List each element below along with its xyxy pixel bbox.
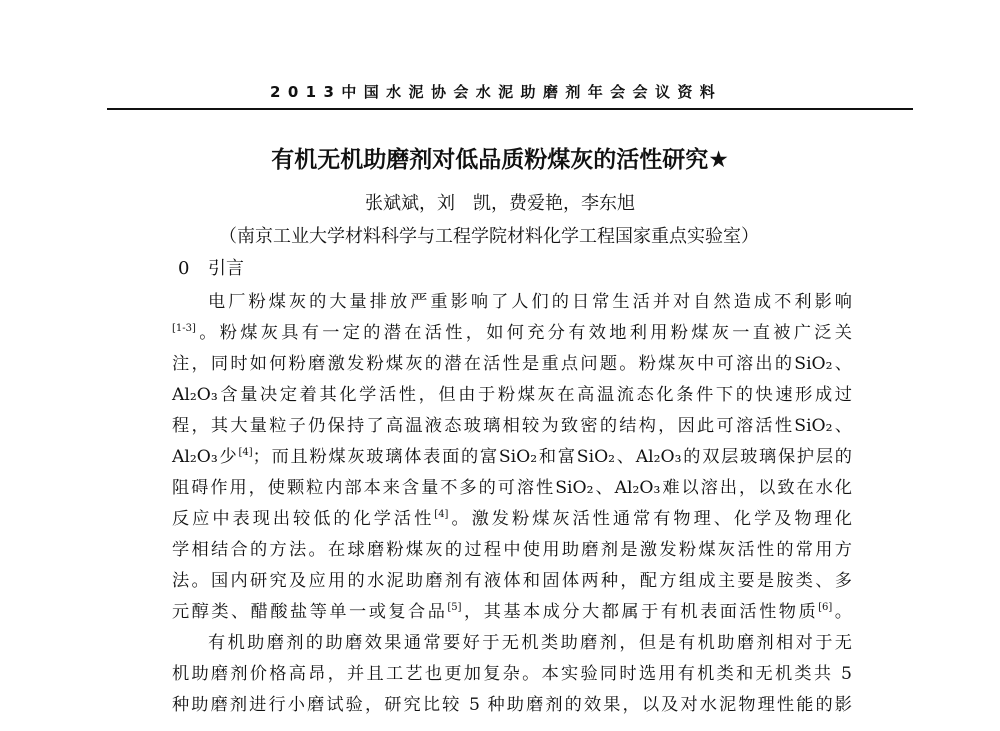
body-line: 电厂粉煤灰的大量排放严重影响了人们的日常生活并对自然造成不利影响 <box>208 292 852 312</box>
section-title: 引言 <box>208 258 244 279</box>
authors: 张斌斌，刘 凯，费爱艳，李东旭 <box>365 193 635 214</box>
body-line: 反应中表现出较低的化学活性[4]。激发粉煤灰活性通常有物理、化学及物理化 <box>172 509 852 529</box>
paper-title: 有机无机助磨剂对低品质粉煤灰的活性研究★ <box>271 147 729 173</box>
section-number: 0 <box>178 258 190 279</box>
body-line: [1-3]。粉煤灰具有一定的潜在活性，如何充分有效地利用粉煤灰一直被广泛关 <box>172 323 852 343</box>
citation-marker: [6] <box>818 602 833 613</box>
body-line: 阻碍作用，使颗粒内部本来含量不多的可溶性SiO₂、Al₂O₃难以溶出，以致在水化 <box>172 478 852 498</box>
body-line: Al₂O₃少[4]；而且粉煤灰玻璃体表面的富SiO₂和富SiO₂、Al₂O₃的双层玻璃保护层的 <box>172 447 852 467</box>
citation-marker: [5] <box>447 602 462 613</box>
citation-marker: [1-3] <box>172 323 196 334</box>
body-line: Al₂O₃含量决定着其化学活性，但由于粉煤灰在高温流态化条件下的快速形成过 <box>172 385 852 405</box>
body-line: 程，其大量粒子仍保持了高温液态玻璃相较为致密的结构，因此可溶活性SiO₂、 <box>172 416 852 436</box>
body-text <box>172 287 852 721</box>
body-line: 元醇类、醋酸盐等单一或复合品[5]，其基本成分大都属于有机表面活性物质[6]。 <box>172 602 852 622</box>
body-line: 种助磨剂进行小磨试验，研究比较 5 种助磨剂的效果，以及对水泥物理性能的影 <box>172 695 852 715</box>
citation-marker: [4] <box>238 447 253 458</box>
body-line: 法。国内研究及应用的水泥助磨剂有液体和固体两种，配方组成主要是胺类、多 <box>172 571 852 591</box>
running-header: 2013中国水泥协会水泥助磨剂年会会议资料 <box>270 83 723 101</box>
affiliation: （南京工业大学材料科学与工程学院材料化学工程国家重点实验室） <box>219 226 759 247</box>
body-line: 机助磨剂价格高昂，并且工艺也更加复杂。本实验同时选用有机类和无机类共 5 <box>172 664 852 684</box>
body-line: 有机助磨剂的助磨效果通常要好于无机类助磨剂，但是有机助磨剂相对于无 <box>208 633 852 653</box>
header-rule <box>107 108 913 110</box>
body-line: 学相结合的方法。在球磨粉煤灰的过程中使用助磨剂是激发粉煤灰活性的常用方 <box>172 540 852 560</box>
section-heading <box>178 255 244 283</box>
body-line: 注，同时如何粉磨激发粉煤灰的潜在活性是重点问题。粉煤灰中可溶出的SiO₂、 <box>172 354 852 374</box>
citation-marker: [4] <box>434 509 449 520</box>
